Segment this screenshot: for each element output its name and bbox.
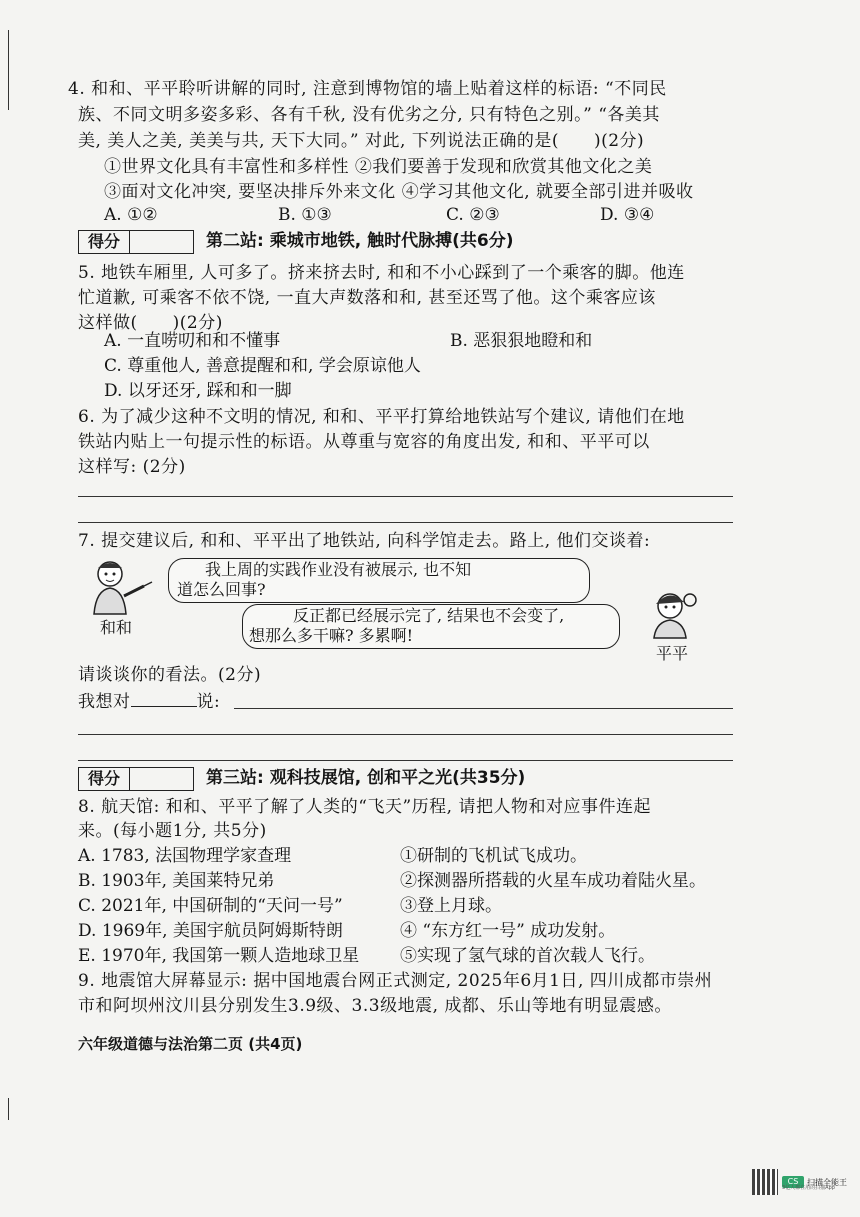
- score-blank[interactable]: [130, 768, 193, 790]
- q4-option-c: C. ②③: [446, 205, 500, 225]
- answer-mid: 说:: [196, 692, 221, 712]
- station-3-title: 第三站: 观科技展馆, 创和平之光(共35分): [206, 768, 526, 788]
- q6-text: 6. 为了减少这种不文明的情况, 和和、平平打算给地铁站写个建议, 请他们在地: [78, 407, 685, 427]
- q8-left-item: C. 2021年, 中国研制的“天问一号”: [78, 896, 343, 916]
- q6-text: 铁站内贴上一句提示性的标语。从尊重与宽容的角度出发, 和和、平平可以: [78, 432, 650, 452]
- scan-edge-line: [8, 1098, 9, 1120]
- q8-right-item: ②探测器所搭载的火星车成功着陆火星。: [400, 871, 706, 891]
- q5-option-c: C. 尊重他人, 善意提醒和和, 学会原谅他人: [104, 356, 421, 376]
- score-label: 得分: [79, 231, 130, 253]
- scanner-watermark: [752, 1167, 850, 1197]
- name-blank[interactable]: [131, 690, 197, 707]
- score-box: [78, 767, 194, 791]
- answer-line[interactable]: [78, 734, 733, 735]
- scanner-logo-icon: CS: [782, 1176, 804, 1188]
- hehe-figure-icon: [86, 556, 158, 616]
- q5-option-d: D. 以牙还牙, 踩和和一脚: [104, 381, 292, 401]
- pingping-label: 平平: [656, 644, 689, 663]
- pingping-speech-bubble: [242, 604, 620, 649]
- q9-text: 9. 地震馆大屏幕显示: 据中国地震台网正式测定, 2025年6月1日, 四川成都市崇州: [78, 971, 713, 991]
- q8-right-item: ①研制的飞机试飞成功。: [400, 846, 587, 866]
- pingping-figure-icon: [636, 584, 708, 640]
- answer-line[interactable]: [78, 522, 733, 523]
- score-label: 得分: [79, 768, 130, 790]
- hehe-speech-bubble: [168, 558, 590, 603]
- q4-statement: ③面对文化冲突, 要坚决排斥外来文化 ④学习其他文化, 就要全部引进并吸收: [104, 182, 694, 202]
- q4-text: 族、不同文明多姿多彩、各有千秋, 没有优劣之分, 只有特色之别。” “各美其: [78, 105, 660, 125]
- q5-text: 忙道歉, 可乘客不依不饶, 一直大声数落和和, 甚至还骂了他。这个乘客应该: [78, 288, 656, 308]
- q4-statement: ①世界文化具有丰富性和多样性 ②我们要善于发现和欣赏其他文化之美: [104, 157, 653, 177]
- q8-right-item: ④ “东方红一号” 成功发射。: [400, 921, 616, 941]
- q8-text: 8. 航天馆: 和和、平平了解了人类的“飞天”历程, 请把人物和对应事件连起: [78, 797, 651, 817]
- score-box: [78, 230, 194, 254]
- q7-answer-row: [78, 690, 220, 713]
- scanner-name: 扫描全能王: [807, 1177, 847, 1187]
- answer-line[interactable]: [78, 496, 733, 497]
- pingping-speech-line: 反正都已经展示完了, 结果也不会变了,: [293, 606, 565, 625]
- q8-text: 来。(每小题1分, 共5分): [78, 821, 267, 841]
- q8-left-item: B. 1903年, 美国莱特兄弟: [78, 871, 275, 891]
- q5-option-b: B. 恶狠狠地瞪和和: [450, 331, 593, 351]
- q8-left-item: E. 1970年, 我国第一颗人造地球卫星: [78, 946, 360, 966]
- scan-edge-line: [8, 30, 9, 110]
- q8-left-item: A. 1783, 法国物理学家查理: [78, 846, 292, 866]
- q4-text: 美, 美人之美, 美美与共, 天下大同。” 对此, 下列说法正确的是( )(2分): [78, 131, 645, 151]
- q5-option-a: A. 一直唠叨和和不懂事: [104, 331, 281, 351]
- score-blank[interactable]: [130, 231, 193, 253]
- answer-prefix: 我想对: [78, 692, 131, 712]
- q6-text: 这样写: (2分): [78, 457, 186, 477]
- q4-option-b: B. ①③: [278, 205, 332, 225]
- pingping-speech-line: 想那么多干嘛? 多累啊!: [249, 626, 414, 645]
- q4-text: 4. 和和、平平聆听讲解的同时, 注意到博物馆的墙上贴着这样的标语: “不同民: [68, 79, 667, 99]
- q4-option-d: D. ③④: [600, 205, 655, 225]
- qr-code-icon: [752, 1169, 778, 1195]
- q4-option-a: A. ①②: [104, 205, 158, 225]
- q5-text: 5. 地铁车厢里, 人可多了。挤来挤去时, 和和不小心踩到了一个乘客的脚。他连: [78, 263, 685, 283]
- q8-right-item: ③登上月球。: [400, 896, 502, 916]
- hehe-speech-line: 我上周的实践作业没有被展示, 也不知: [205, 560, 472, 579]
- q7-prompt: 请谈谈你的看法。(2分): [78, 665, 262, 685]
- q9-text: 市和阿坝州汶川县分别发生3.9级、3.3级地震, 成都、乐山等地有明显震感。: [78, 996, 672, 1016]
- station-2-title: 第二站: 乘城市地铁, 触时代脉搏(共6分): [206, 231, 514, 251]
- page-footer: 六年级道德与法治第二页 (共4页): [78, 1035, 303, 1053]
- q8-right-item: ⑤实现了氢气球的首次载人飞行。: [400, 946, 655, 966]
- q8-left-item: D. 1969年, 美国宇航员阿姆斯特朗: [78, 921, 343, 941]
- q7-intro: 7. 提交建议后, 和和、平平出了地铁站, 向科学馆走去。路上, 他们交谈着:: [78, 531, 651, 551]
- answer-line[interactable]: [78, 760, 733, 761]
- hehe-label: 和和: [100, 618, 133, 637]
- answer-line[interactable]: [234, 708, 733, 709]
- scanner-subtitle: 3亿人都在用的扫描App: [782, 1185, 835, 1191]
- q5-text: 这样做( )(2分): [78, 313, 223, 333]
- hehe-speech-line: 道怎么回事?: [177, 580, 266, 599]
